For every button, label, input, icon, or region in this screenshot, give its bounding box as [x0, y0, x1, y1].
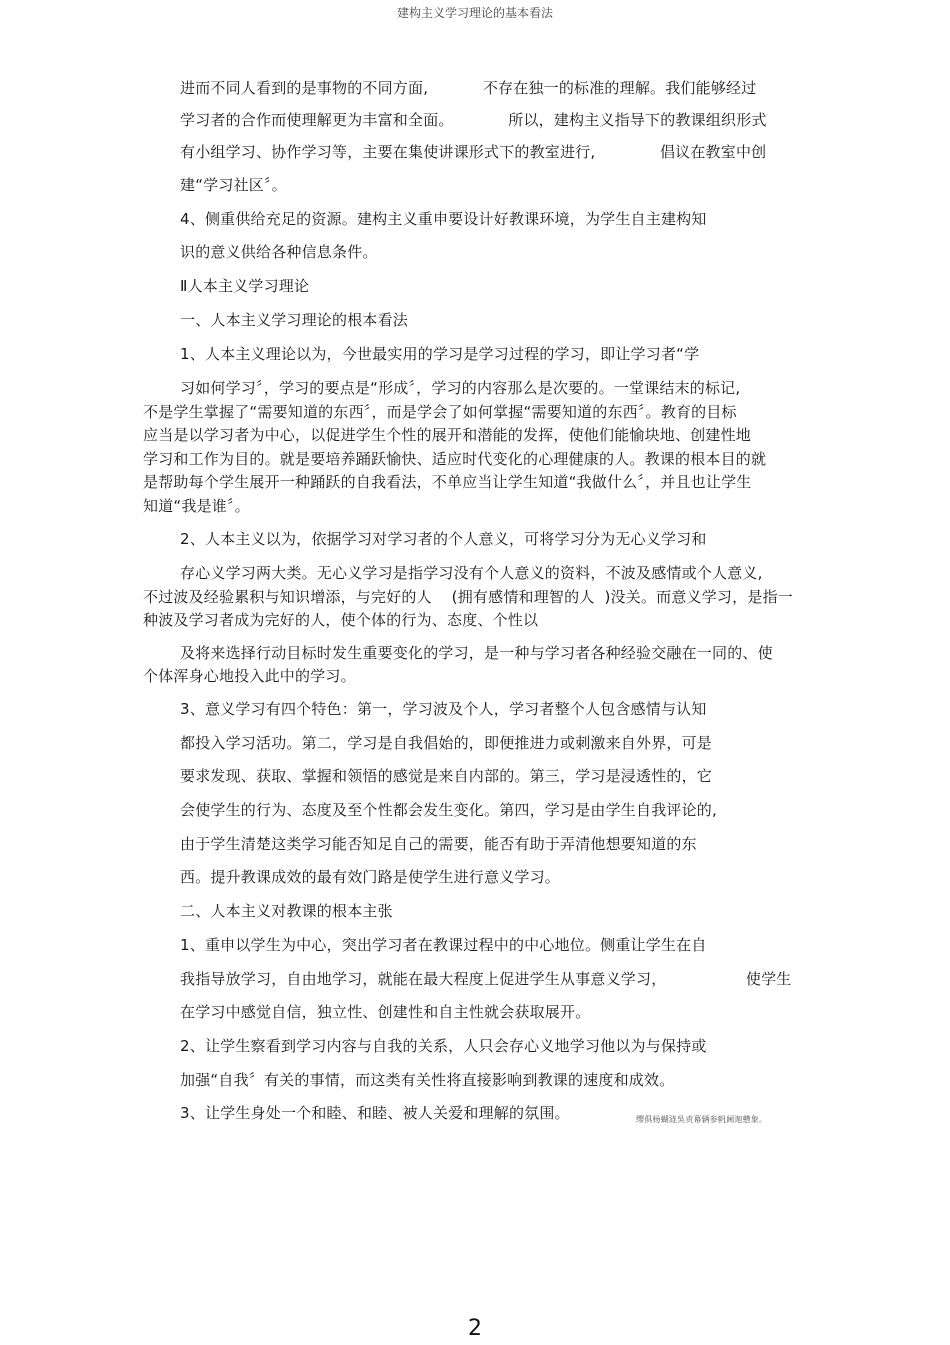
text-line: 习如何学习〞，学习的要点是“形成〞，学习的内容那么是次要的。一堂课结末的标记,	[180, 379, 741, 397]
text-line: Ⅱ人本主义学习理论	[180, 277, 310, 295]
text-line: 个体浑身心地投入此中的学习。	[143, 667, 356, 685]
text-line: 西。提升教课成效的最有效门路是使学生进行意义学习。	[180, 868, 561, 886]
footnote: 缨俱杨蝴涟吳责幕辆参帆阃迦戆象。	[636, 1115, 768, 1124]
text-line: 2、让学生察看到学习内容与自我的关系，人只会存心义地学习他以为与保持或	[180, 1037, 707, 1055]
text-line: 都投入学习活功。第二，学习是自我倡始的，即便推进力或刺激来自外界，可是	[180, 734, 713, 752]
text-line: 1、重申以学生为中心，突出学习者在教课过程中的中心地位。侧重让学生在自	[180, 936, 707, 954]
text-line: 1、人本主义理论以为，今世最实用的学习是学习过程的学习，即让学习者“学	[180, 345, 700, 363]
text-line: 不过波及经验累积与知识增添，与完好的人 (拥有感情和理智的人 )没关。而意义学习，是指一	[143, 588, 793, 606]
page-number: 2	[468, 1316, 482, 1341]
text-line: 不是学生掌握了“需要知道的东西〞，而是学会了如何掌握“需要知道的东西〞。教育的目标	[143, 403, 737, 421]
text-line: 我指导放学习，自由地学习，就能在最大程度上促进学生从事意义学习， 使学生	[180, 970, 792, 988]
running-header: 建构主义学习理论的基本看法	[396, 6, 553, 20]
text-line: 存心义学习两大类。无心义学习是指学习没有个人意义的资料，不波及感情或个人意义,	[180, 564, 763, 582]
text-line: 一、人本主义学习理论的根本看法	[180, 311, 409, 329]
text-line: 及将来选择行动目标时发生重要变化的学习，是一种与学习者各种经验交融在一同的、使	[180, 644, 773, 662]
text-line: 学习者的合作而使理解更为丰富和全面。 所以，建构主义指导下的教课组织形式	[180, 111, 767, 129]
text-line: 是帮助每个学生展开一种踊跃的自我看法，不单应当让学生知道“我做什么〞，并且也让学生	[143, 473, 752, 491]
text-line: 种波及学习者成为完好的人，使个体的行为、态度、个性以	[143, 611, 539, 629]
text-line: 要求发现、获取、掌握和领悟的感觉是来自内部的。第三，学习是浸透性的，它	[180, 767, 713, 785]
text-line: 2、人本主义以为，依据学习对学习者的个人意义，可将学习分为无心义学习和	[180, 530, 707, 548]
text-line: 识的意义供给各种信息条件。	[180, 243, 378, 261]
text-line: 4、侧重供给充足的资源。建构主义重申要设计好教课环境，为学生自主建构知	[180, 210, 707, 228]
text-line: 3、让学生身处一个和睦、和睦、被人关爱和理解的氛围。	[180, 1104, 570, 1122]
text-line: 3、意义学习有四个特色：第一，学习波及个人，学习者整个人包含感情与认知	[180, 700, 707, 718]
text-line: 学习和工作为目的。就是要培养踊跃愉快、适应时代变化的心理健康的人。教课的根本目的就	[143, 450, 767, 468]
text-line: 在学习中感觉自信，独立性、创建性和自主性就会获取展开。	[180, 1003, 591, 1021]
text-line: 由于学生清楚这类学习能否知足自己的需要，能否有助于弄清他想要知道的东	[180, 835, 697, 853]
text-line: 有小组学习、协作学习等，主要在集使讲课形式下的教室进行, 倡议在教室中创	[180, 143, 767, 161]
text-line: 二、人本主义对教课的根本主张	[180, 902, 393, 920]
text-line: 进而不同人看到的是事物的不同方面, 不存在独一的标准的理解。我们能够经过	[180, 79, 757, 97]
text-line: 会使学生的行为、态度及至个性都会发生变化。第四，学习是由学生自我评论的,	[180, 801, 717, 819]
text-line: 建“学习社区〞。	[180, 176, 287, 194]
text-line: 知道“我是谁〞。	[143, 497, 250, 515]
text-line: 加强“自我〞有关的事情，而这类有关性将直接影响到教课的速度和成效。	[180, 1071, 675, 1089]
text-line: 应当是以学习者为中心，以促进学生个性的展开和潜能的发挥，使他们能愉块地、创建性地	[143, 426, 752, 444]
